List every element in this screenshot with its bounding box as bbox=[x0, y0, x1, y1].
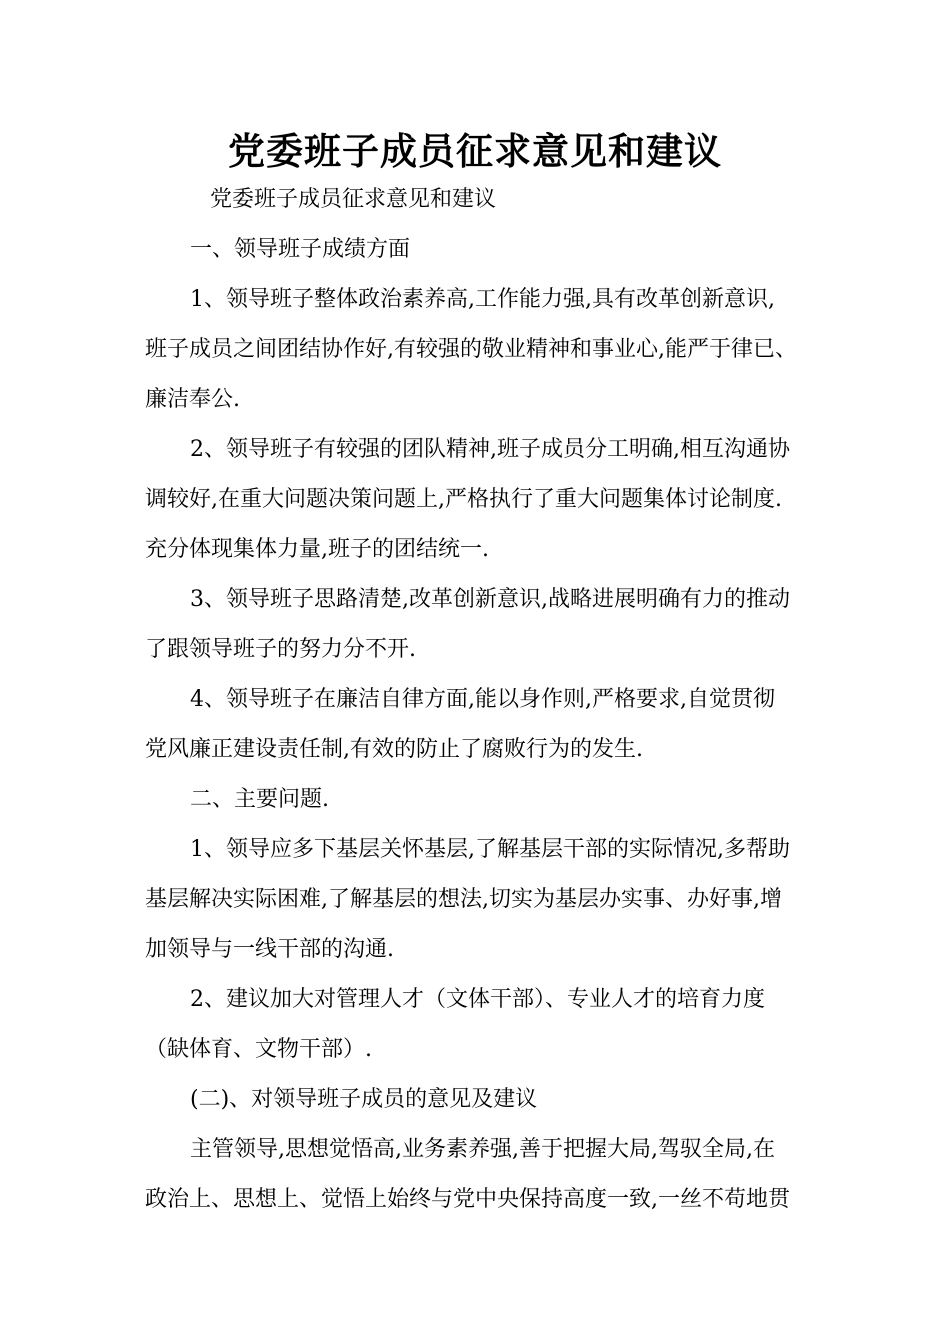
paragraph-line: 4、领导班子在廉洁自律方面,能以身作则,严格要求,自觉贯彻 bbox=[190, 687, 775, 712]
paragraph-line: 政治上、思想上、觉悟上始终与党中央保持高度一致,一丝不苟地贯 bbox=[145, 1187, 790, 1212]
paragraph-line: 调较好,在重大问题决策问题上,严格执行了重大问题集体讨论制度. bbox=[145, 487, 782, 512]
paragraph-line: 1、领导班子整体政治素养高,工作能力强,具有改革创新意识, bbox=[190, 287, 775, 312]
paragraph-line: 廉洁奉公. bbox=[145, 387, 240, 412]
paragraph-line: 基层解决实际困难,了解基层的想法,切实为基层办实事、办好事,增 bbox=[145, 887, 782, 912]
section-heading: 一、领导班子成绩方面 bbox=[190, 237, 411, 262]
document-subtitle: 党委班子成员征求意见和建议 bbox=[210, 187, 497, 212]
paragraph-line: 了跟领导班子的努力分不开. bbox=[145, 637, 416, 662]
paragraph-line: 主管领导,思想觉悟高,业务素养强,善于把握大局,驾驭全局,在 bbox=[190, 1137, 775, 1162]
paragraph-line: 党风廉正建设责任制,有效的防止了腐败行为的发生. bbox=[145, 737, 643, 762]
paragraph-line: 充分体现集体力量,班子的团结统一. bbox=[145, 537, 489, 562]
paragraph-line: （缺体育、文物干部）. bbox=[145, 1037, 372, 1062]
paragraph-line: 1、领导应多下基层关怀基层,了解基层干部的实际情况,多帮助 bbox=[190, 837, 790, 862]
section-heading: (二)、对领导班子成员的意见及建议 bbox=[190, 1087, 538, 1112]
paragraph-line: 班子成员之间团结协作好,有较强的敬业精神和事业心,能严于律已、 bbox=[145, 337, 797, 362]
paragraph-line: 3、领导班子思路清楚,改革创新意识,战略进展明确有力的推动 bbox=[190, 587, 790, 612]
paragraph-line: 2、建议加大对管理人才（文体干部）、专业人才的培育力度 bbox=[190, 987, 765, 1012]
paragraph-line: 加领导与一线干部的沟通. bbox=[145, 937, 394, 962]
section-heading: 二、主要问题. bbox=[190, 787, 329, 812]
document-title: 党委班子成员征求意见和建议 bbox=[228, 130, 722, 173]
paragraph-line: 2、领导班子有较强的团队精神,班子成员分工明确,相互沟通协 bbox=[190, 437, 790, 462]
